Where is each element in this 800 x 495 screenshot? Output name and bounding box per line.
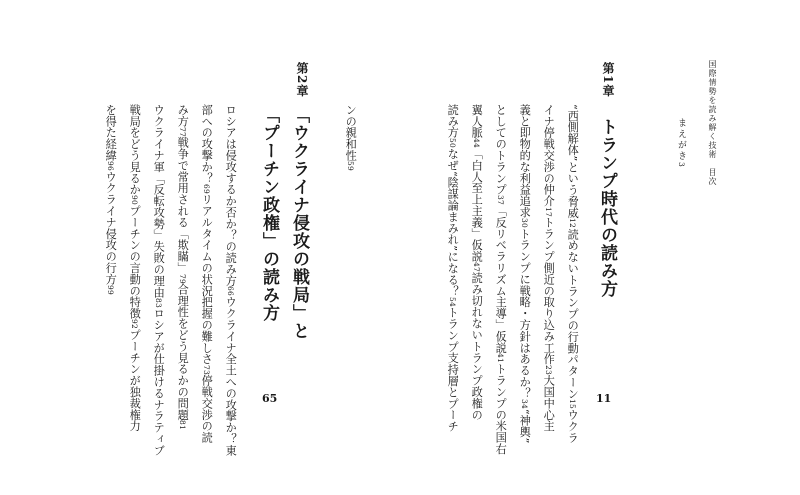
toc-page-number: 99	[106, 284, 116, 295]
toc-entry-text: リアルタイムの状況把握の難しさ	[200, 193, 214, 365]
toc-page-number: 54	[448, 296, 458, 307]
toc-entry-text: ウクラ	[566, 409, 580, 444]
toc-entry-text: み方	[176, 104, 190, 127]
toc-entry-text: 大国中心主	[542, 374, 556, 432]
toc-entry-text: 読めないトランプの行動パターン	[566, 228, 580, 400]
toc-page-number: 34	[520, 398, 530, 409]
toc-page-number: 66	[226, 286, 236, 297]
chapter2-title-line2: 「プーチン政権」の読み方	[259, 106, 279, 322]
toc-entry-line	[201, 104, 212, 443]
running-title: 国際情勢を読み解く技術 目次	[708, 60, 717, 186]
toc-entry-text: ロシアが仕掛けるナラティブ	[152, 307, 166, 456]
toc-page-number: 41	[496, 353, 506, 364]
toc-entry-line	[177, 104, 188, 430]
chapter2-label: 第2章	[295, 62, 309, 98]
toc-entry-line	[105, 104, 116, 295]
toc-entry-text: 読み切れないトランプ政権の	[470, 272, 484, 421]
toc-entry-text: 「白人至上主義」仮説	[470, 148, 484, 263]
toc-page-number: 30	[520, 218, 530, 228]
chapter2-start-page: 65	[262, 392, 278, 405]
toc-entry-line	[153, 104, 164, 456]
toc-entry-text: ンの親和性	[344, 104, 358, 161]
toc-entry-text: 部への攻撃か？	[200, 104, 214, 184]
toc-page-number: 69	[202, 183, 212, 194]
toc-entry-text: 義と即物的な利益追求	[518, 104, 532, 218]
toc-page-number: 50	[448, 138, 458, 149]
preface-page: 3	[677, 162, 686, 169]
toc-entry-text: トランプの米国右	[494, 363, 508, 455]
toc-entry-text: “西側解体”という脅威	[566, 104, 580, 219]
toc-entry-text: トランプ側近の取り込み工作	[542, 216, 556, 365]
toc-entry-text: ウクライナ全土への攻撃か？東	[224, 296, 238, 456]
toc-entry-text: 停戦交渉の読	[200, 374, 214, 444]
toc-page-number: 23	[544, 364, 554, 375]
toc-entry-text: を得た経緯	[104, 104, 118, 161]
toc-entry-text: トランプ支持層とプーチ	[446, 306, 460, 433]
chapter1-label: 第1章	[601, 62, 615, 98]
preface-label: まえがき	[676, 118, 686, 162]
toc-entry-text: 読み方	[446, 104, 460, 139]
toc-entry-text: プーチンの言動の特徴	[128, 205, 142, 320]
toc-entry-line	[345, 104, 356, 171]
toc-entry-text: なぜ“陰謀論まみれ”になる？	[446, 148, 460, 297]
toc-page-number: 79	[178, 273, 188, 284]
toc-page-number: 37	[496, 195, 506, 206]
toc-page-number: 81	[178, 420, 188, 431]
toc-entry-text: ロシアは侵攻するか否か？の読み方	[224, 104, 238, 287]
toc-entry-text: 戦争で常用される「欺瞞」	[176, 136, 190, 274]
toc-entry-text: 戦局をどう見るか	[128, 104, 142, 196]
toc-entry-text: イナ停戦交渉の仲介	[542, 104, 556, 207]
toc-page-number: 96	[106, 161, 116, 171]
toc-entry-text: 翼人脈	[470, 104, 484, 139]
toc-entry-text: ウクライナ軍「反転攻勢」失敗の理由	[152, 104, 166, 298]
toc-entry-text: ウクライナ侵攻の行方	[104, 170, 118, 285]
toc-entry-text: 合理性をどう見るかの問題	[176, 283, 190, 421]
toc-page-number: 73	[202, 364, 212, 375]
toc-page-number: 90	[130, 195, 140, 206]
toc-page-number: 12	[568, 218, 578, 229]
toc-entry-text: プーチンが独裁権力	[128, 329, 142, 432]
toc-entry-line	[225, 104, 236, 456]
toc-entry-text: トランプに戦略・方針はあるか？	[518, 227, 532, 399]
chapter1-title: トランプ時代の読み方	[597, 118, 617, 298]
toc-entry-line	[543, 104, 554, 432]
toc-entry-line	[495, 104, 506, 455]
toc-page-number: 59	[346, 161, 356, 171]
toc-page-number: 77	[178, 126, 188, 137]
toc-entry-line	[447, 104, 458, 432]
toc-entry-text: としてのトランプ	[494, 104, 508, 196]
chapter2-title-line1: 「ウクライナ侵攻の戦局」と	[289, 106, 309, 340]
toc-entry-line	[519, 104, 530, 444]
toc-entry-text: 「反リベラリズム主導」仮説	[494, 205, 508, 354]
toc-page-number: 83	[154, 297, 164, 308]
toc-page-number: 44	[472, 138, 482, 149]
chapter1-start-page: 11	[596, 392, 612, 405]
toc-entry-line	[129, 104, 140, 432]
preface-entry	[676, 118, 685, 169]
toc-entry-text: “神輿”	[518, 408, 532, 444]
toc-page-number: 47	[472, 262, 482, 273]
toc-page-number: 17	[544, 206, 554, 217]
toc-page-number: 15	[568, 399, 578, 410]
toc-page-number: 92	[130, 319, 140, 330]
toc-entry-line	[567, 104, 578, 444]
toc-entry-line	[471, 104, 482, 420]
